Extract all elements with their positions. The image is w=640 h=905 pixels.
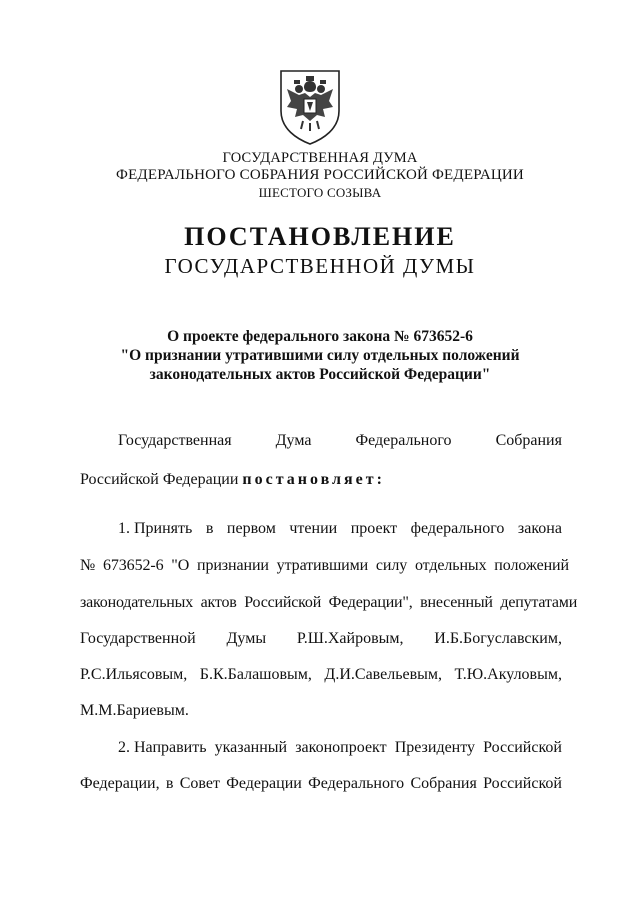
word: федерального bbox=[410, 520, 505, 537]
word: Т.Ю.Акуловым, bbox=[454, 666, 562, 683]
word: Совет bbox=[179, 775, 220, 792]
paragraph-1-line-3: законодательных актов Российской Федерации", внесенный депутатами bbox=[80, 594, 578, 611]
word: Р.С.Ильясовым, bbox=[80, 666, 188, 683]
word: проект bbox=[350, 520, 398, 537]
word: закона bbox=[517, 520, 562, 537]
word: Б.К.Балашовым, bbox=[199, 666, 312, 683]
coat-of-arms-emblem bbox=[277, 67, 343, 147]
paragraph-1-line-2: № 673652-6 "О признании утратившими силу отдельных положений bbox=[80, 557, 569, 574]
header-line-assembly: ФЕДЕРАЛЬНОГО СОБРАНИЯ РОССИЙСКОЙ ФЕДЕРАЦИИ bbox=[116, 167, 524, 183]
word: Российской bbox=[483, 775, 562, 792]
word: чтении bbox=[289, 520, 338, 537]
word: Думы bbox=[226, 630, 267, 647]
paragraph-1-line-4 bbox=[80, 630, 562, 648]
document-subtitle: ГОСУДАРСТВЕННОЙ ДУМЫ bbox=[164, 254, 476, 278]
word: Федерации, bbox=[80, 775, 160, 792]
word: Федерации bbox=[226, 775, 302, 792]
intro-word: Дума bbox=[275, 432, 312, 449]
word: 1. Принять bbox=[118, 520, 193, 537]
word: указанный bbox=[214, 739, 288, 756]
word: Государственной bbox=[80, 630, 196, 647]
intro-word: Государственная bbox=[118, 432, 232, 449]
intro-line-2 bbox=[80, 471, 562, 489]
word: Российской bbox=[483, 739, 562, 756]
paragraph-1-line-5 bbox=[80, 666, 562, 684]
intro-line-1 bbox=[118, 432, 562, 450]
subject-line-3: законодательных актов Российской Федерации" bbox=[149, 366, 491, 383]
header-line-duma: ГОСУДАРСТВЕННАЯ ДУМА bbox=[222, 150, 418, 166]
word: первом bbox=[226, 520, 276, 537]
word: Д.И.Савельевым, bbox=[324, 666, 443, 683]
paragraph-1-line-1 bbox=[118, 520, 562, 538]
word: И.Б.Богуславским, bbox=[434, 630, 562, 647]
word: Федерального bbox=[308, 775, 405, 792]
paragraph-2-line-1 bbox=[118, 739, 562, 757]
word: Президенту bbox=[394, 739, 476, 756]
intro-word: Собрания bbox=[495, 432, 562, 449]
word: 2. Направить bbox=[118, 739, 207, 756]
intro-text: Российской Федерации bbox=[80, 471, 243, 488]
document-title: ПОСТАНОВЛЕНИЕ bbox=[184, 222, 456, 251]
word: в bbox=[165, 775, 174, 792]
paragraph-2-line-2 bbox=[80, 775, 562, 793]
intro-word: Федерального bbox=[355, 432, 452, 449]
subject-line-2: "О признании утратившими силу отдельных положений bbox=[120, 347, 520, 364]
word: Р.Ш.Хайровым, bbox=[296, 630, 404, 647]
word: законопроект bbox=[295, 739, 387, 756]
header-line-convocation: ШЕСТОГО СОЗЫВА bbox=[258, 185, 382, 200]
paragraph-1-line-6: М.М.Бариевым. bbox=[80, 702, 189, 719]
decides-word: постановляет: bbox=[242, 471, 385, 488]
subject-line-1: О проекте федерального закона № 673652-6 bbox=[167, 328, 473, 345]
word: Собрания bbox=[410, 775, 477, 792]
word: в bbox=[205, 520, 214, 537]
